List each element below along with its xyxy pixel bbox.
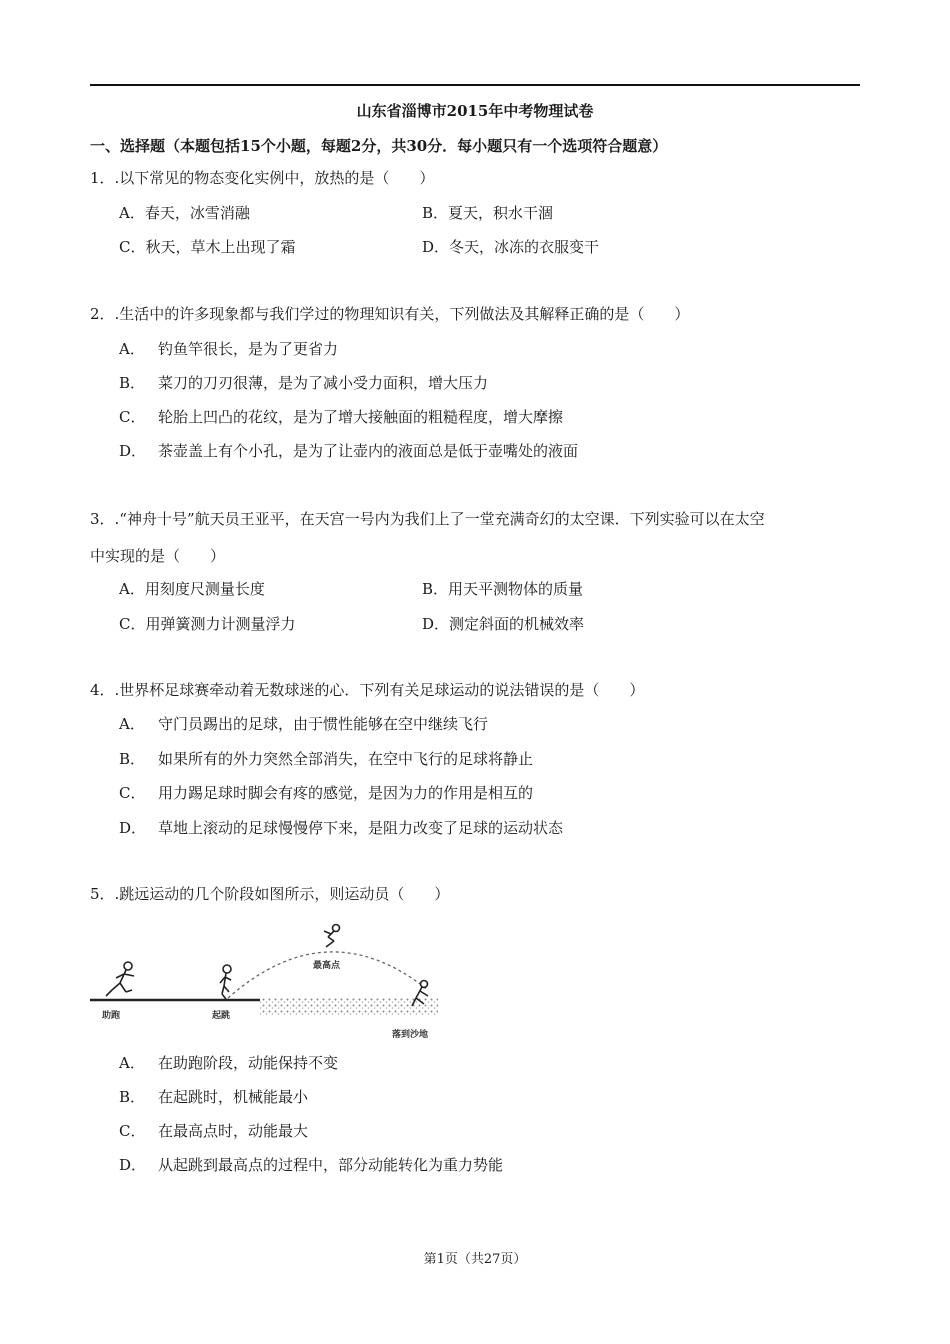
trajectory-path bbox=[228, 952, 428, 998]
option-text: 草地上滚动的足球慢慢停下来，是阻力改变了足球的运动状态 bbox=[158, 819, 564, 837]
figure-label-peak: 最高点 bbox=[313, 961, 341, 971]
option-text: 用力踢足球时脚会有疼的感觉，是因为力的作用是相互的 bbox=[158, 784, 534, 802]
page-footer: 第1页（共27页） bbox=[423, 1252, 527, 1267]
long-jump-diagram bbox=[88, 920, 448, 1042]
q3-option-d[interactable] bbox=[422, 614, 584, 634]
option-text: 在最高点时，动能最大 bbox=[158, 1122, 309, 1140]
option-text: 用天平测物体的质量 bbox=[448, 580, 584, 598]
option-letter: A． bbox=[119, 204, 145, 222]
option-text: 用弹簧测力计测量浮力 bbox=[145, 615, 296, 633]
page-title: 山东省淄博市2015年中考物理试卷 bbox=[356, 102, 594, 120]
runner-figure bbox=[106, 962, 134, 996]
takeoff-figure bbox=[220, 965, 231, 999]
option-text: 钓鱼竿很长，是为了更省力 bbox=[158, 340, 339, 358]
section-heading: 一、选择题（本题包括15个小题，每题2分，共30分．每小题只有一个选项符合题意） bbox=[90, 137, 668, 155]
q1-option-c[interactable] bbox=[119, 237, 296, 257]
q2-option-b[interactable] bbox=[119, 373, 488, 393]
q3-option-b[interactable] bbox=[422, 579, 583, 599]
q1-option-d[interactable] bbox=[422, 237, 599, 257]
q2-option-a[interactable] bbox=[119, 339, 338, 359]
option-text: 夏天，积水干涸 bbox=[448, 204, 554, 222]
question-1-stem: 1．.以下常见的物态变化实例中，放热的是（ ） bbox=[90, 169, 435, 187]
option-letter: B． bbox=[422, 204, 449, 222]
option-text: 茶壶盖上有个小孔，是为了让壶内的液面总是低于壶嘴处的液面 bbox=[158, 442, 579, 460]
figure-label-land: 落到沙地 bbox=[392, 1030, 429, 1040]
option-text: 在起跳时，机械能最小 bbox=[158, 1088, 309, 1106]
option-letter: A． bbox=[119, 340, 145, 358]
q2-option-c[interactable] bbox=[119, 407, 563, 427]
q4-option-b[interactable] bbox=[119, 749, 533, 769]
q5-option-a[interactable] bbox=[119, 1053, 338, 1073]
sand-pit bbox=[260, 998, 438, 1016]
q3-option-a[interactable] bbox=[119, 579, 265, 599]
option-letter: D． bbox=[422, 238, 450, 256]
option-letter: B． bbox=[119, 374, 146, 392]
q5-option-c[interactable] bbox=[119, 1121, 308, 1141]
option-letter: C． bbox=[119, 784, 146, 802]
q5-option-d[interactable] bbox=[119, 1155, 503, 1175]
option-text: 冬天，冰冻的衣服变干 bbox=[449, 238, 600, 256]
q2-option-d[interactable] bbox=[119, 441, 578, 461]
q3-option-c[interactable] bbox=[119, 614, 296, 634]
option-text: 菜刀的刀刃很薄，是为了减小受力面积，增大压力 bbox=[158, 374, 489, 392]
option-letter: D． bbox=[119, 1156, 147, 1174]
option-letter: C． bbox=[119, 238, 146, 256]
option-letter: C． bbox=[119, 1122, 146, 1140]
figure-label-run: 助跑 bbox=[102, 1011, 121, 1021]
q5-option-b[interactable] bbox=[119, 1087, 308, 1107]
q1-option-b[interactable] bbox=[422, 203, 553, 223]
option-letter: C． bbox=[119, 408, 146, 426]
q4-option-d[interactable] bbox=[119, 818, 563, 838]
option-text: 轮胎上凹凸的花纹，是为了增大接触面的粗糙程度，增大摩擦 bbox=[158, 408, 564, 426]
option-letter: A． bbox=[119, 1054, 145, 1072]
q1-option-a[interactable] bbox=[119, 203, 250, 223]
option-letter: D． bbox=[422, 615, 450, 633]
option-text: 测定斜面的机械效率 bbox=[449, 615, 585, 633]
question-5-stem: 5．.跳远运动的几个阶段如图所示，则运动员（ ） bbox=[90, 885, 450, 903]
question-3-stem-line1: 3．.“神舟十号”航天员王亚平，在天宫一号内为我们上了一堂充满奇幻的太空课．下列实验可以在太空 bbox=[90, 510, 765, 528]
option-text: 如果所有的外力突然全部消失，在空中飞行的足球将静止 bbox=[158, 750, 534, 768]
option-text: 秋天，草木上出现了霜 bbox=[145, 238, 296, 256]
option-letter: B． bbox=[119, 750, 146, 768]
question-4-stem: 4．.世界杯足球赛牵动着无数球迷的心．下列有关足球运动的说法错误的是（ ） bbox=[90, 681, 645, 699]
peak-figure bbox=[324, 925, 340, 948]
option-letter: B． bbox=[119, 1088, 146, 1106]
option-letter: D． bbox=[119, 819, 147, 837]
option-letter: A． bbox=[119, 580, 145, 598]
option-letter: C． bbox=[119, 615, 146, 633]
question-2-stem: 2．.生活中的许多现象都与我们学过的物理知识有关，下列做法及其解释正确的是（ ） bbox=[90, 305, 690, 323]
figure-label-takeoff: 起跳 bbox=[212, 1011, 231, 1021]
option-text: 从起跳到最高点的过程中，部分动能转化为重力势能 bbox=[158, 1156, 504, 1174]
header-rule bbox=[90, 84, 860, 86]
option-text: 春天，冰雪消融 bbox=[144, 204, 250, 222]
question-3-stem-line2: 中实现的是（ ） bbox=[90, 547, 226, 565]
option-letter: D． bbox=[119, 442, 147, 460]
option-text: 在助跑阶段，动能保持不变 bbox=[158, 1054, 339, 1072]
option-letter: A． bbox=[119, 715, 145, 733]
option-text: 守门员踢出的足球，由于惯性能够在空中继续飞行 bbox=[158, 715, 489, 733]
option-letter: B． bbox=[422, 580, 449, 598]
q4-option-c[interactable] bbox=[119, 783, 533, 803]
q4-option-a[interactable] bbox=[119, 714, 488, 734]
option-text: 用刻度尺测量长度 bbox=[144, 580, 265, 598]
